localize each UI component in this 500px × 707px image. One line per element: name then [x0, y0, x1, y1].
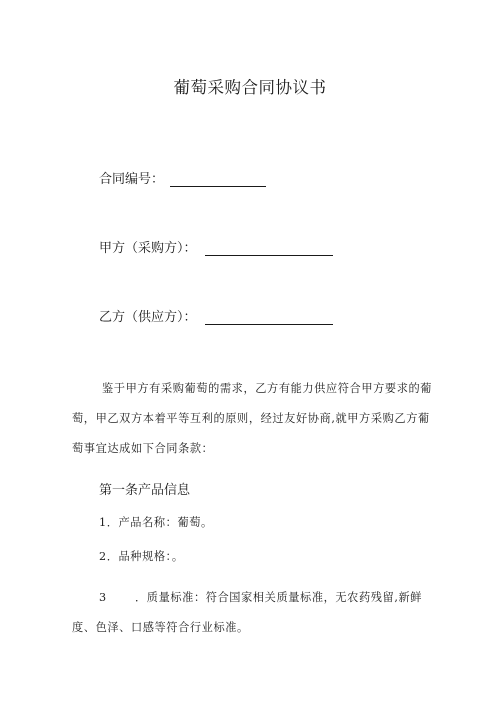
party-b-blank-line: [205, 312, 333, 325]
quality-standard-text: ．质量标准：符合国家相关质量标准，无农药残留,新鲜度、色泽、口感等符合行业标准。: [72, 591, 423, 634]
party-b-label: 乙方（供应方）：: [99, 310, 197, 325]
variety-spec-item: 2．品种规格：。: [99, 550, 184, 563]
party-a-label: 甲方（采购方）：: [99, 241, 197, 256]
intro-paragraph: 鉴于甲方有采购葡萄的需求，乙方有能力供应符合甲方要求的葡萄，甲乙双方本着平等互利的原则，经过友好协商,就甲方采购乙方葡萄事宜达成如下合同条款：: [72, 382, 433, 455]
document-title: 葡萄采购合同协议书: [173, 78, 327, 97]
party-a-field: [99, 237, 333, 256]
party-b-field: [99, 306, 333, 325]
quality-standard-item: [72, 583, 437, 643]
contract-number-field: [99, 168, 266, 187]
contract-number-blank-line: [170, 174, 266, 187]
section-1-heading: 第一条产品信息: [99, 483, 191, 498]
product-name-item: 1．产品名称：葡萄。: [99, 516, 213, 529]
contract-number-label: 合同编号：: [99, 172, 165, 187]
quality-standard-number: 3: [99, 591, 107, 604]
party-a-blank-line: [205, 243, 333, 256]
